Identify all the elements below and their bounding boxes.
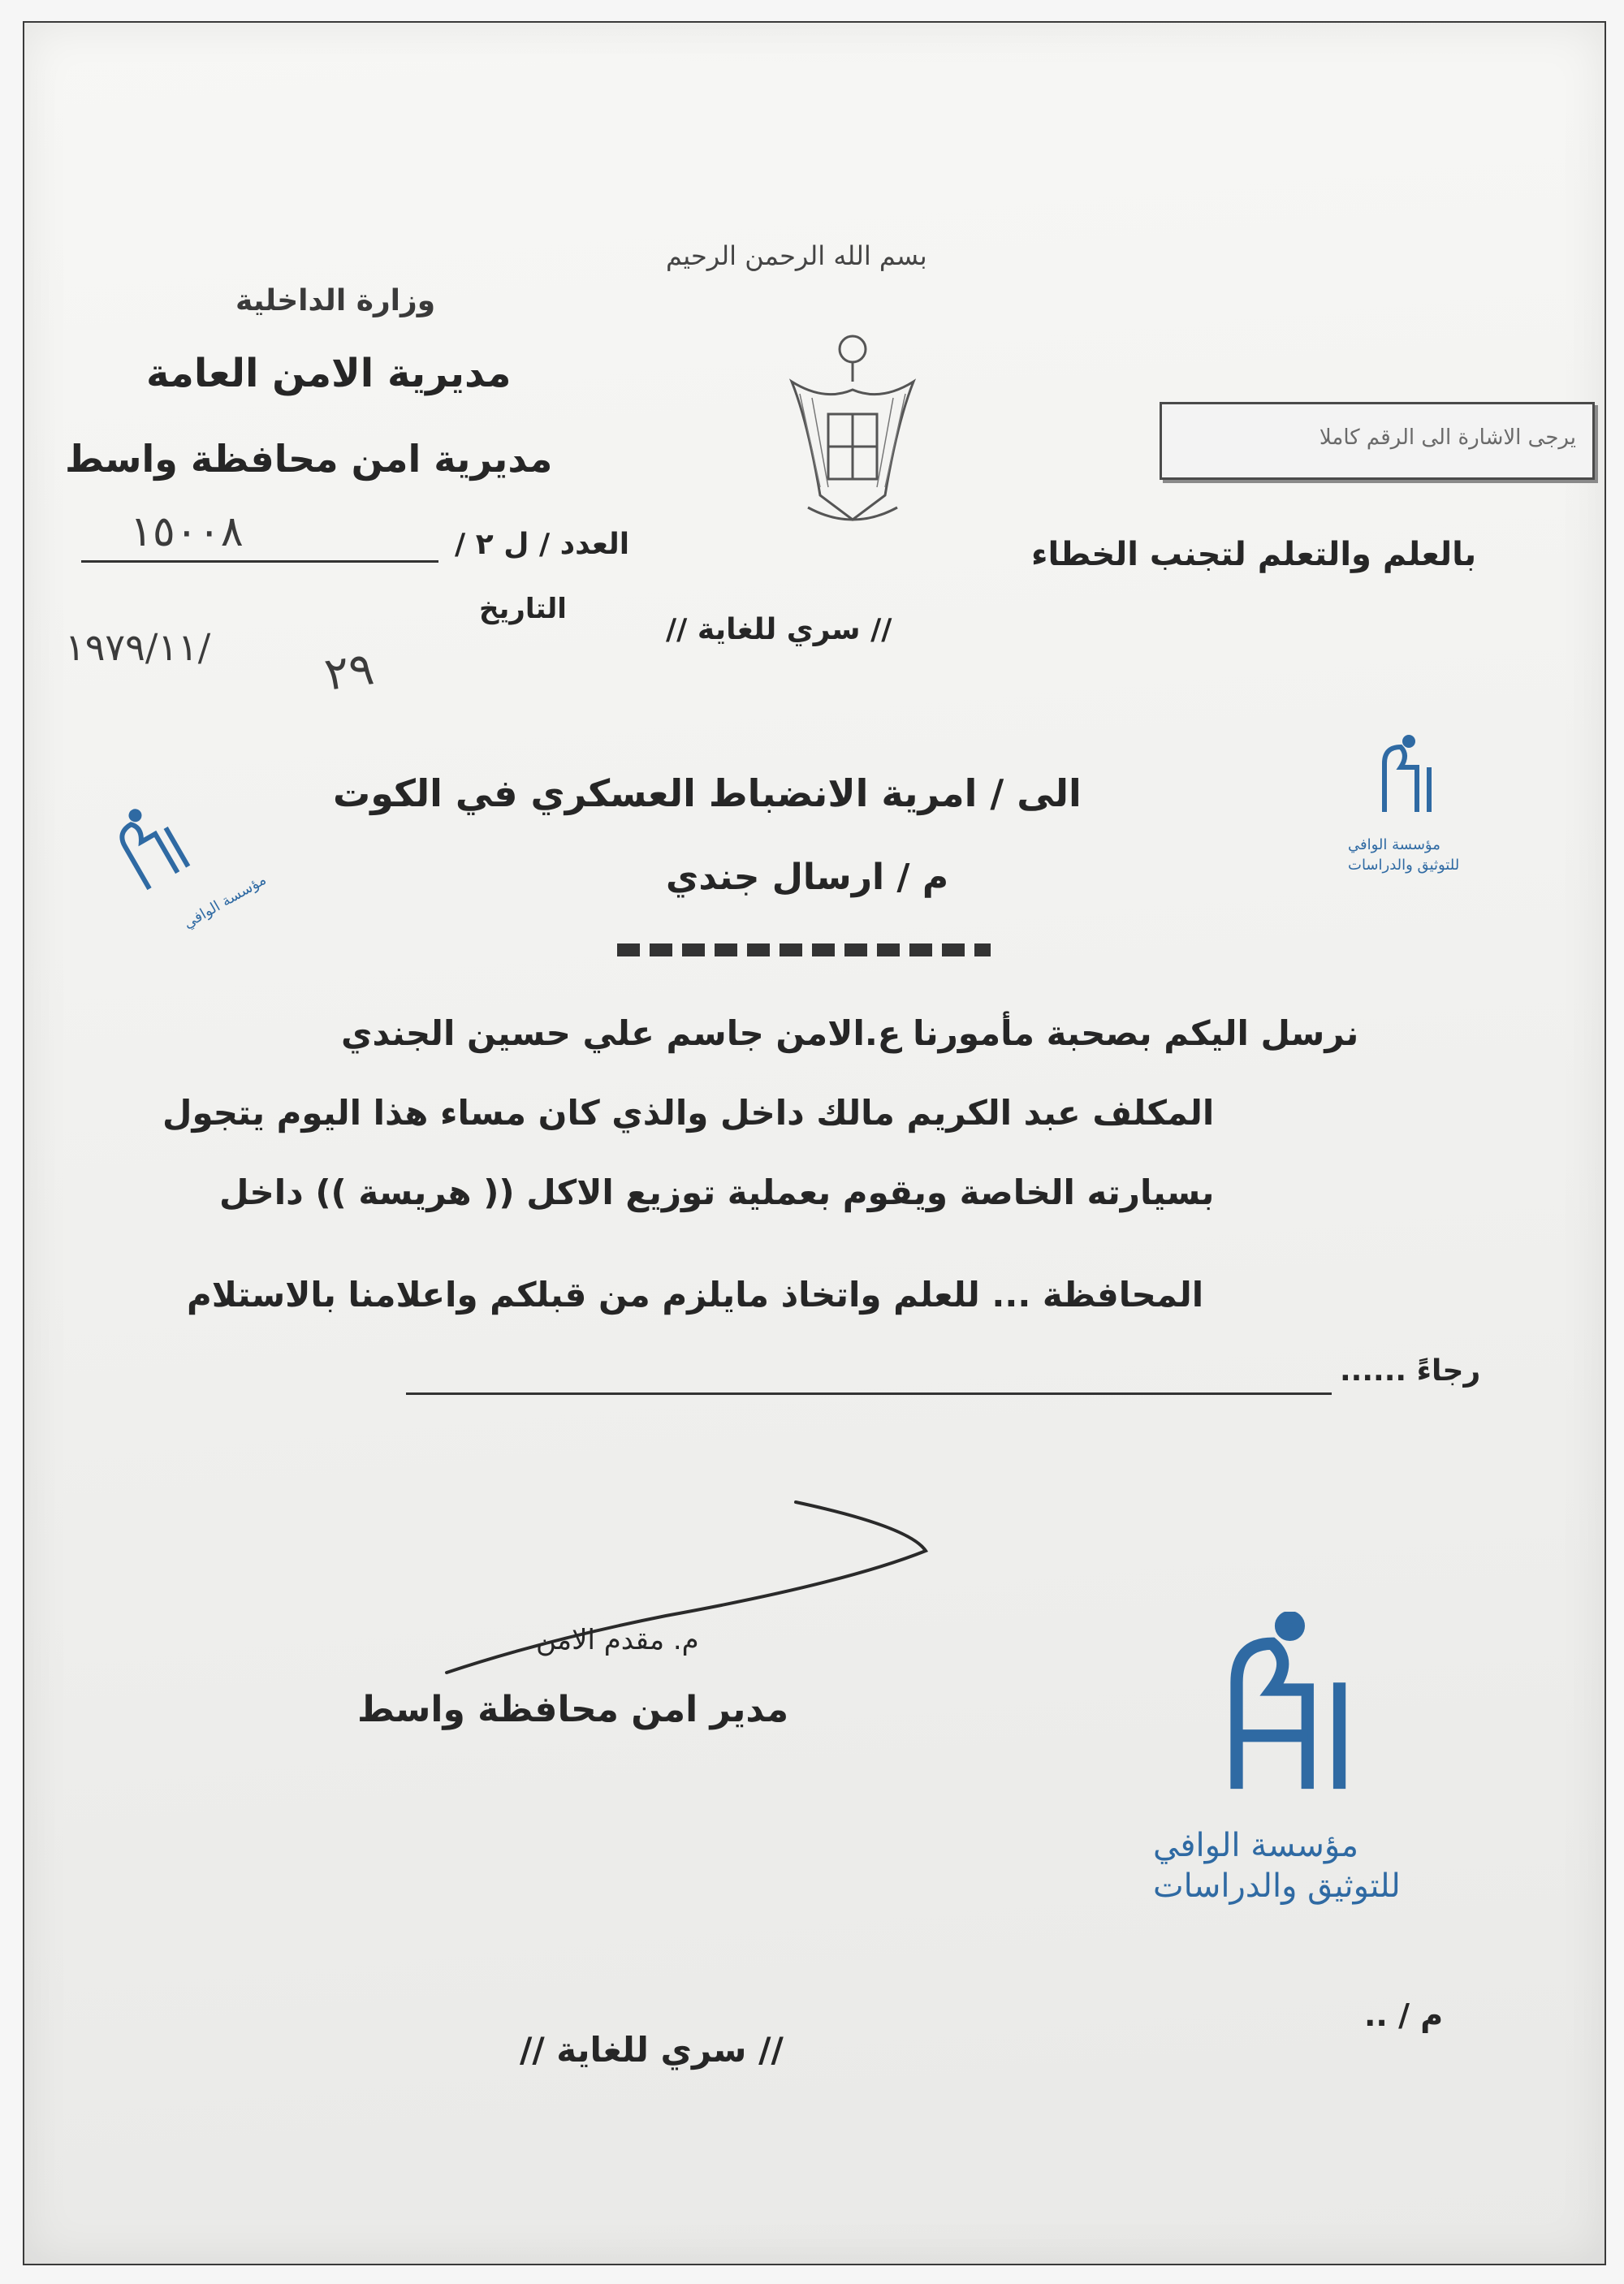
body-line-2: المكلف عبد الكريم مالك داخل والذي كان مساء هذا اليوم يتجول [162,1093,1215,1133]
date-label: التاريخ [479,593,567,625]
basmala: بسم الله الرحمن الرحيم [666,240,927,271]
classification-top: // سري للغاية // [666,613,892,646]
body-line-1: نرسل اليكم بصحبة مأمورنا ع.الامن جاسم علي حسين الجندي [341,1013,1359,1053]
date-value: ١٩٧٩/١١/ [65,625,211,669]
classification-bottom: // سري للغاية // [520,2030,784,2070]
eagle-emblem-icon [775,325,930,536]
recipient-line: الى / امرية الانضباط العسكري في الكوت [333,771,1082,815]
footer-note: م / .. [1364,1997,1444,2033]
body-line-4: المحافظة ... للعلم واتخاذ مايلزم من قبلكم واعلامنا بالاستلام [187,1275,1204,1315]
closing-line [406,1392,1332,1395]
body-line-5: رجاءً ...... [1340,1354,1481,1388]
alwafi-small-right-name: مؤسسة الوافي [1348,836,1440,853]
sub-directorate-name: مديرية امن محافظة واسط [65,437,553,481]
subject-line: م / ارسال جندي [666,857,949,898]
separator-dashes [617,943,991,956]
instruction-line: بالعلم والتعلم لتجنب الخطاء [1031,536,1477,573]
alwafi-name: مؤسسة الوافي [1153,1827,1358,1864]
reference-stamp [1160,402,1595,480]
directorate-name: مديرية الامن العامة [146,351,512,396]
alwafi-small-left-name: مؤسسة الوافي [180,870,270,933]
alwafi-tagline: للتوثيق والدراسات [1153,1867,1401,1905]
alwafi-logo-small-right-icon [1372,735,1445,824]
date-day: ٢٩ [321,642,378,702]
alwafi-small-right-tagline: للتوثيق والدراسات [1348,857,1460,874]
reference-label: العدد / ل ٢ / [455,528,630,561]
signature-title: مدير امن محافظة واسط [357,1689,789,1730]
stamp-text: يرجى الاشارة الى الرقم كاملا [1319,425,1576,450]
reference-number: ١٥٠٠٨ [130,507,244,556]
signature-rank: م. مقدم الامن [536,1624,699,1656]
body-line-3: بسيارته الخاصة ويقوم بعملية توزيع الاكل (( هريسة )) داخل [219,1172,1215,1212]
reference-line [81,560,438,563]
ministry-name: وزارة الداخلية [235,284,436,317]
alwafi-logo-large-icon [1210,1612,1380,1807]
handwritten-signature-icon [422,1494,958,1689]
